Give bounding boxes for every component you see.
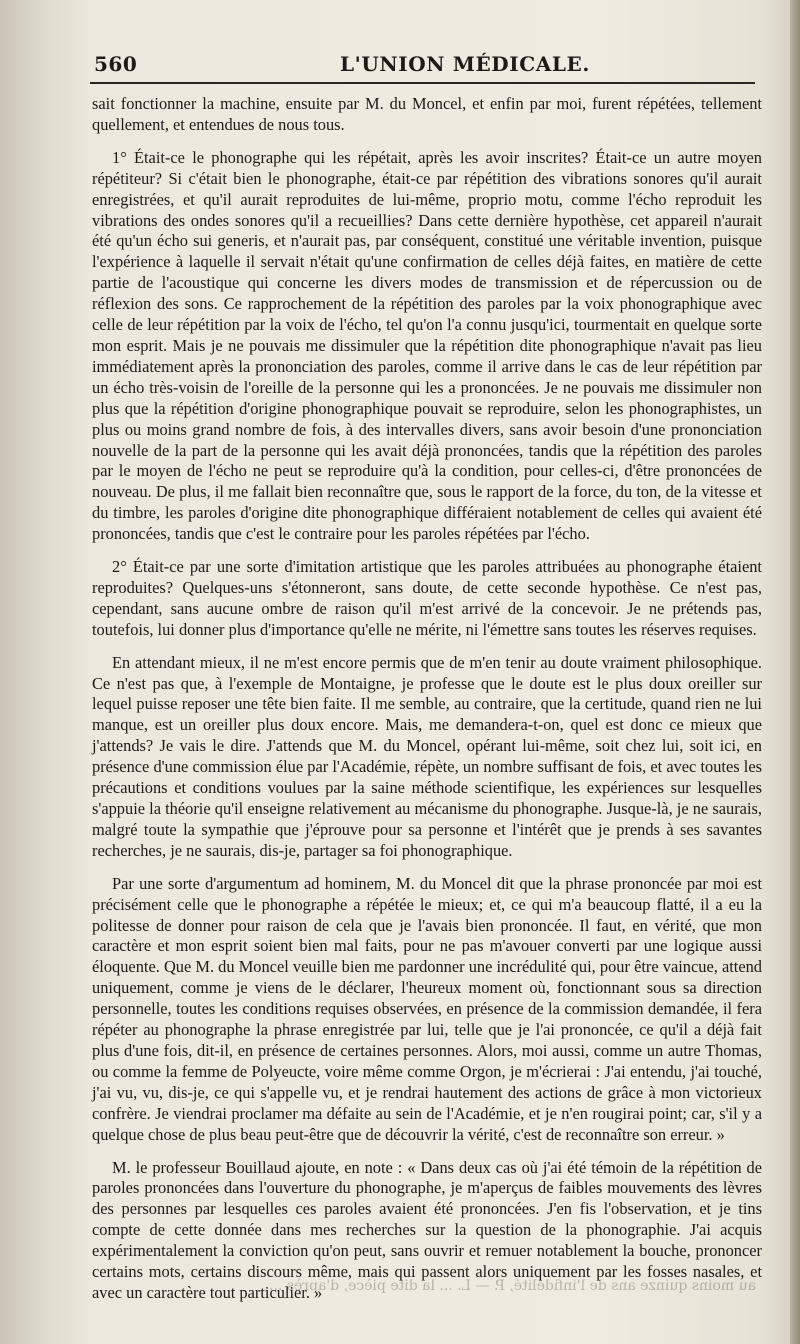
- paragraph-continuation: sait fonctionner la machine, ensuite par M. du Moncel, et enfin par moi, furent répétées, tellement quellement, et entendues de nous tous.: [92, 94, 762, 134]
- paragraph-hypothesis-2: 2° Était-ce par une sorte d'imitation artistique que les paroles attribuées au phonographe étaient reproduites? Quelques-uns s'étonneront, sans doute, de cette seconde hypothèse. Ce n'est pas, cependant, sans aucune ombre de raison qu'il m'est arrivé de la concevoir. Je ne prétends pas, toutefois, lui donner plus d'importance qu'elle ne mérite, ni l'émettre sans toutes les réserves requises.: [92, 557, 762, 639]
- bleed-through-text: au moins quinze ans de l'infidélité, P. — L. ... la dite pièce, d'après ...: [269, 1278, 756, 1294]
- page-number: 560: [94, 52, 138, 76]
- running-header: [90, 52, 755, 84]
- binding-edge: [790, 0, 800, 1344]
- journal-title: L'UNION MÉDICALE.: [340, 52, 590, 76]
- paragraph-argumentum: Par une sorte d'argumentum ad hominem, M. du Moncel dit que la phrase prononcée par moi est précisément celle que le phonographe a répétée le mieux; et, ce qui m'a beaucoup flatté, il a eu la politesse de donner pour raison de cela que je l'avais bien prononcée. Il faut, en vérité, que mon caractère et mon esprit soient bien mal faits, pour ne pas m'avouer converti par une logique aussi éloquente. Que M. du Moncel veuille bien me pardonner une incrédulité qui, pour être vaincue, attend uniquement, comme je viens de le déclarer, l'heureux moment où, fonctionnant sous sa direction personnelle, toutes les conditions requises observées, en présence de la commission demandée, il fera répéter au phonographe la phrase enregistrée par lui, telle que je l'ai prononcée, ce qu'il a déjà fait plus d'une fois, dit-il, en présence de certaines personnes. Alors, moi aussi, comme un autre Thomas, ou comme la femme de Polyeucte, voire même comme Orgon, je m'écrierai : J'ai entendu, j'ai touché, j'ai vu, vu, dis-je, ce qui s'appelle vu, et je rendrai hautement des actions de grâce à mon victorieux confrère. Je viendrai proclamer ma défaite au sein de l'Académie, et je n'en rougirai point; car, s'il y a quelque chose de plus beau peut-être que de découvrir la vérité, c'est de reconnaître son erreur. »: [92, 873, 762, 1144]
- facing-page-ghost: [0, 80, 84, 1300]
- paragraph-note: M. le professeur Bouillaud ajoute, en note : « Dans deux cas où j'ai été témoin de la répétition de paroles prononcées dans l'ouverture du phonographe, je m'aperçus de faibles mouvements des lèvres des personnes par lesquelles ces paroles avaient été prononcées. J'en fis l'observation, et je tins compte de cette donnée dans mes recherches sur la question de la phonographie. J'ai acquis expérimentalement la conviction qu'on peut, sans ouvrir et remuer notablement la bouche, prononcer certains mots, certains discours même, mais qui passent alors uniquement par les fosses nasales, et avec un caractère tout particulier. »: [92, 1157, 762, 1302]
- article-body: [92, 94, 762, 1316]
- paragraph-doubt: En attendant mieux, il ne m'est encore permis que de m'en tenir au doute vraiment philosophique. Ce n'est pas que, à l'exemple de Montaigne, je professe que le doute est le plus doux oreiller sur lequel puisse reposer une tête bien faite. Il me semble, au contraire, que la certitude, quand rien ne lui manque, est un oreiller plus doux encore. Mais, me demandera-t-on, quel est donc ce mieux que j'attends? Je vais le dire. J'attends que M. du Moncel, opérant lui-même, soit chez lui, soit ici, en présence d'une commission élue par l'Académie, répète, un nombre suffisant de fois, et avec toutes les précautions et conditions voulues par la saine méthode scientifique, les expériences sur lesquelles s'appuie la théorie qu'il enseigne relativement au mécanisme du phonographe. Jusque-là, je ne saurais, malgré toute la sympathie que j'éprouve pour sa personne et l'intérêt que je prends à ses savantes recherches, je ne saurais, dis-je, partager sa foi phonographique.: [92, 652, 762, 860]
- paragraph-hypothesis-1: 1° Était-ce le phonographe qui les répétait, après les avoir inscrites? Était-ce un autre moyen répétiteur? Si c'était bien le phonographe, était-ce par répétition des vibrations sonores qu'il aurait enregistrées, et qu'il aurait reproduites de lui-même, proprio motu, comme l'écho reproduit les vibrations des ondes sonores qu'il a recueillies? Dans cette dernière hypothèse, cet appareil n'aurait été qu'un écho sui generis, et n'aurait pas, par conséquent, constitué une véritable invention, puisque l'expérience à laquelle il servait n'était qu'une confirmation de celles déjà faites, en matière de cette partie de l'acoustique qui concerne les divers modes de transmission et de répercussion ou de réflexion des sons. Ce rapprochement de la répétition des paroles par la voix phonographique avec celle de leur répétition par la voix de l'écho, tel qu'on l'a connu jusqu'ici, tourmentait en quelque sorte mon esprit. Mais je ne pouvais me dissimuler que la répétition dite phonographique n'avait pas lieu immédiatement après la prononciation des paroles, comme il arrive dans le cas de leur répétition par un écho très-voisin de l'oreille de la personne qui les a prononcées. Je ne pouvais me dissimuler non plus que la répétition d'origine phonographique pouvait se reproduire, selon les phonographistes, un plus ou moins grand nombre de fois, à des intervalles divers, sans avoir besoin d'une prononciation nouvelle de la part de la personne qui les avait déjà prononcées, tandis que la répétition des paroles par le moyen de l'écho ne peut se reproduire qu'à la condition, pour celles-ci, d'être prononcées de nouveau. De plus, il me fallait bien reconnaître que, sous le rapport de la force, du ton, de la vitesse et du timbre, les paroles d'origine dite phonographique différaient notablement de celles qui avaient été prononcées, tandis que c'est le contraire pour les paroles répétées par l'écho.: [92, 147, 762, 544]
